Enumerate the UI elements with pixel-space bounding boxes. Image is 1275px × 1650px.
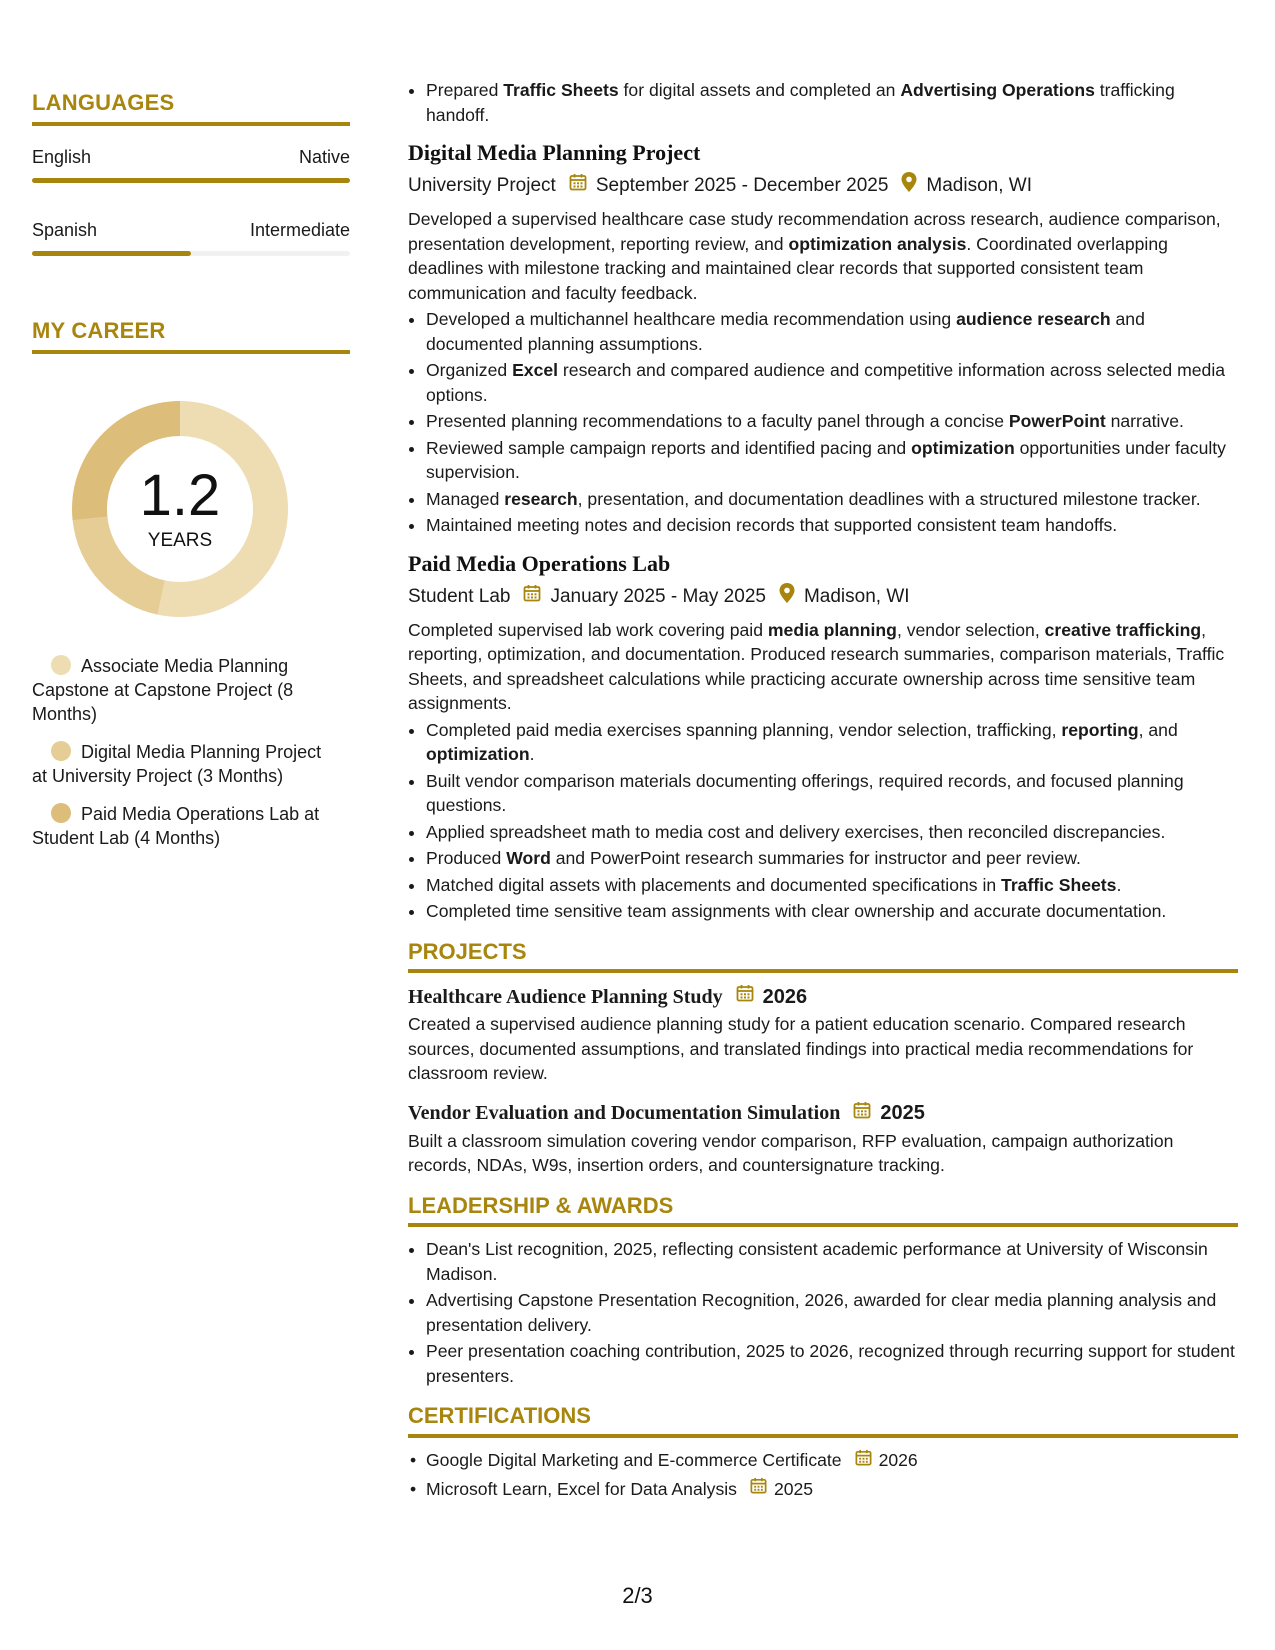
career-heading: MY CAREER <box>32 318 350 354</box>
location-icon-wrap <box>778 582 796 612</box>
experience-entry <box>408 550 1238 924</box>
language-row <box>32 219 350 241</box>
award-item: • Dean's List recognition, 2025, reflecting consistent academic performance at University of Wisconsin Madison. <box>426 1237 1238 1286</box>
language-item <box>32 219 350 256</box>
entry-description: Completed supervised lab work covering paid media planning, vendor selection, creative trafficking, reporting, optimization, and documentation. Produced research summaries, comparison materials, Traffic Sheets, and spreadsheet calculations while practicing accurate ownership across time sensitive team assignments. <box>408 619 1225 713</box>
legend-swatch <box>51 741 71 761</box>
left-column <box>32 90 350 864</box>
project-description: Created a supervised audience planning study for a patient education scenario. Compared research sources, documented assumptions, and translated findings into practical media recommendations for classroom review. <box>408 1014 1194 1083</box>
language-level: Intermediate <box>249 220 350 240</box>
previous-entry-bullets <box>408 78 1238 127</box>
language-name: Spanish <box>32 220 98 240</box>
project-entry <box>408 983 1238 1086</box>
legend-item <box>32 740 322 788</box>
calendar-icon <box>854 1448 873 1467</box>
calendar-icon <box>735 983 755 1003</box>
location-pin-icon <box>778 582 796 604</box>
certification-item <box>426 1448 1238 1474</box>
bullet-item: • Applied spreadsheet math to media cost and delivery exercises, then reconciled discrepancies. <box>426 820 1238 845</box>
bullet-item: • Managed research, presentation, and documentation deadlines with a structured milestone tracker. <box>426 487 1238 512</box>
language-row <box>32 146 350 168</box>
awards-heading: LEADERSHIP & AWARDS <box>408 1194 1238 1228</box>
legend-label: Paid Media Operations Lab at Student Lab (4 Months) <box>32 804 320 848</box>
bullet-item: • Completed time sensitive team assignments with clear ownership and accurate documentation. <box>426 899 1238 924</box>
project-title-row <box>408 983 1238 1010</box>
legend-label: Associate Media Planning Capstone at Capstone Project (8 Months) <box>32 656 294 724</box>
career-legend <box>32 654 322 850</box>
entry-meta <box>408 582 1238 612</box>
entry-dates: January 2025 - May 2025 <box>550 585 766 607</box>
project-description: Built a classroom simulation covering vendor comparison, RFP evaluation, campaign authorization records, NDAs, W9s, insertion orders, and countersignature tracking. <box>408 1130 1174 1175</box>
entry-org: Student Lab <box>408 585 511 607</box>
languages-list <box>32 146 350 256</box>
bullet-item: • Reviewed sample campaign reports and identified pacing and optimization opportunities under faculty supervision. <box>426 436 1238 485</box>
location-icon-wrap <box>900 171 918 201</box>
project-entry <box>408 1100 1238 1178</box>
project-title: Healthcare Audience Planning Study <box>408 985 723 1008</box>
bullet-item: • Completed paid media exercises spanning planning, vendor selection, trafficking, reporting, and optimization. <box>426 718 1238 767</box>
experience-entry <box>408 139 1238 538</box>
language-bar-fill <box>32 251 191 256</box>
language-bar-fill <box>32 178 350 183</box>
project-year: 2026 <box>762 985 808 1008</box>
projects-list <box>408 983 1238 1178</box>
projects-heading: PROJECTS <box>408 940 1238 974</box>
career-donut-chart <box>65 394 295 624</box>
language-level: Native <box>298 147 350 167</box>
awards-list <box>408 1237 1238 1388</box>
calendar-icon <box>852 1100 872 1120</box>
bullet-item: • Maintained meeting notes and decision records that supported consistent team handoffs. <box>426 513 1238 538</box>
entry-org: University Project <box>408 175 556 196</box>
calendar-icon <box>749 1476 768 1495</box>
certification-name: • Google Digital Marketing and E-commerce Certificate <box>426 1450 842 1470</box>
calendar-icon-wrap <box>749 1476 768 1502</box>
language-item <box>32 146 350 183</box>
certification-year: 2026 <box>878 1450 918 1470</box>
career-total-unit: YEARS <box>147 530 213 551</box>
entry-title: Digital Media Planning Project <box>408 140 701 165</box>
bullet-item: • Developed a multichannel healthcare media recommendation using audience research and documented planning assumptions. <box>426 307 1238 356</box>
career-total-value: 1.2 <box>139 463 221 528</box>
legend-swatch <box>51 803 71 823</box>
bullet-item: • Matched digital assets with placements and documented specifications in Traffic Sheets. <box>426 873 1238 898</box>
page-number: 2/3 <box>622 1583 653 1608</box>
certifications-list <box>408 1448 1238 1502</box>
project-year: 2025 <box>880 1102 925 1124</box>
calendar-icon-wrap <box>854 1448 873 1474</box>
calendar-icon <box>522 583 542 603</box>
award-item: • Advertising Capstone Presentation Recognition, 2026, awarded for clear media planning analysis and presentation delivery. <box>426 1288 1238 1337</box>
language-bar-track <box>32 251 350 256</box>
language-name: English <box>32 147 92 167</box>
certification-name: • Microsoft Learn, Excel for Data Analysis <box>426 1478 737 1499</box>
bullet-item: • Built vendor comparison materials documenting offerings, required records, and focused planning questions. <box>426 769 1238 818</box>
project-title: Vendor Evaluation and Documentation Simulation <box>408 1102 841 1124</box>
project-title-row <box>408 1100 1238 1127</box>
entry-dates: September 2025 - December 2025 <box>595 175 889 196</box>
legend-label: Digital Media Planning Project at University Project (3 Months) <box>32 742 322 786</box>
certification-year: 2025 <box>773 1478 814 1499</box>
entry-meta <box>408 171 1238 201</box>
entry-bullets <box>408 307 1238 538</box>
calendar-icon-wrap <box>735 983 755 1010</box>
entry-location: Madison, WI <box>803 585 910 607</box>
entry-title: Paid Media Operations Lab <box>408 550 671 576</box>
calendar-icon-wrap <box>568 172 588 200</box>
language-bar-track <box>32 178 350 183</box>
calendar-icon <box>568 172 588 192</box>
right-column <box>408 78 1238 1505</box>
certifications-heading: CERTIFICATIONS <box>408 1404 1238 1438</box>
languages-heading: LANGUAGES <box>32 90 350 126</box>
legend-swatch <box>51 655 71 675</box>
location-pin-icon <box>900 171 918 193</box>
experience-list <box>408 139 1238 924</box>
award-item: • Peer presentation coaching contribution, 2025 to 2026, recognized through recurring support for student presenters. <box>426 1339 1238 1388</box>
calendar-icon-wrap <box>522 583 542 611</box>
bullet-item: • Presented planning recommendations to a faculty panel through a concise PowerPoint narrative. <box>426 409 1238 434</box>
calendar-icon-wrap <box>852 1100 872 1127</box>
legend-item <box>32 654 322 726</box>
entry-bullets <box>408 718 1238 924</box>
bullet-item: • Organized Excel research and compared audience and competitive information across selected media options. <box>426 358 1238 407</box>
entry-description: Developed a supervised healthcare case study recommendation across research, audience comparison, presentation development, reporting review, and optimization analysis. Coordinated overlapping deadlines with milestone tracking and maintained clear records that supported consistent team communication and faculty feedback. <box>408 209 1221 303</box>
entry-location: Madison, WI <box>926 175 1032 196</box>
bullet-item: • Prepared Traffic Sheets for digital assets and completed an Advertising Operations trafficking handoff. <box>426 78 1238 127</box>
bullet-item: • Produced Word and PowerPoint research summaries for instructor and peer review. <box>426 846 1238 871</box>
legend-item <box>32 802 322 850</box>
certification-item <box>426 1476 1238 1502</box>
